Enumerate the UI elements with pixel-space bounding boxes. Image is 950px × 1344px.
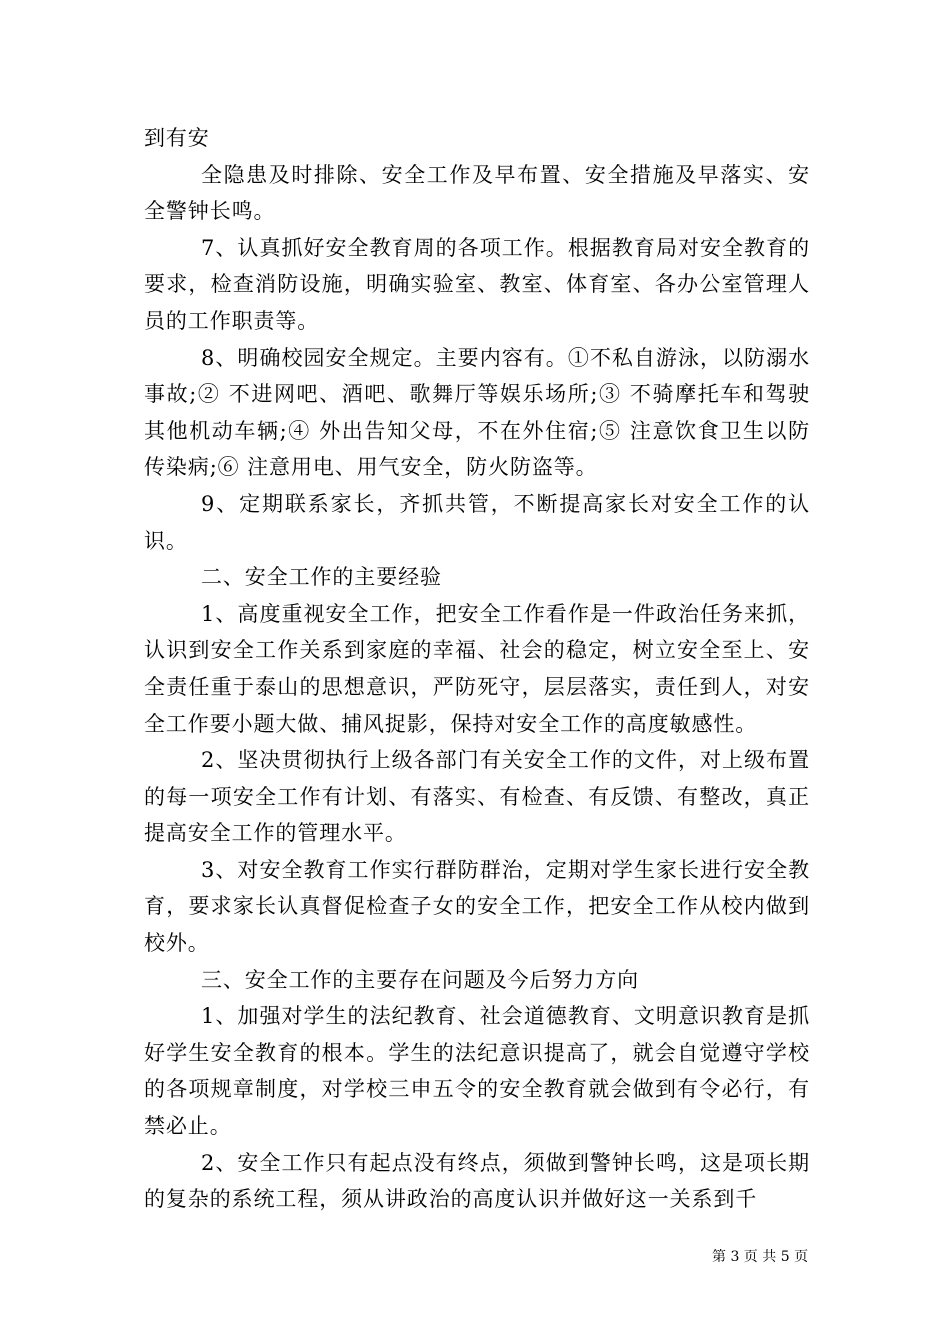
section-heading: 三、安全工作的主要存在问题及今后努力方向 <box>201 967 639 992</box>
paragraph: 8、明确校园安全规定。主要内容有。①不私自游泳，以防溺水事故;② 不进网吧、酒吧、歌舞厅等娱乐场所;③ 不骑摩托车和驾驶其他机动车辆;④ 外出告知父母，不在外住宿;⑤ 注意饮食卫生以防传染病;⑥ 注意用电、用气安全，防火防盗等。 <box>144 345 810 480</box>
section-heading: 二、安全工作的主要经验 <box>201 565 442 590</box>
paragraph: 1、高度重视安全工作，把安全工作看作是一件政治任务来抓，认识到安全工作关系到家庭的幸福、社会的稳定，树立安全至上、安全责任重于泰山的思想意识，严防死守，层层落实，责任到人，对安全工作要小题大做、捕风捉影，保持对安全工作的高度敏感性。 <box>144 601 810 736</box>
paragraph: 到有安 <box>144 126 210 150</box>
paragraph: 1、加强对学生的法纪教育、社会道德教育、文明意识教育是抓好学生安全教育的根本。学生的法纪意识提高了，就会自觉遵守学校的各项规章制度，对学校三申五令的安全教育就会做到有令必行，有禁必止。 <box>144 1004 810 1139</box>
document-body <box>144 120 810 1218</box>
paragraph: 9、定期联系家长，齐抓共管，不断提高家长对安全工作的认识。 <box>144 491 810 553</box>
paragraph: 3、对安全教育工作实行群防群治，定期对学生家长进行安全教育，要求家长认真督促检查子女的安全工作，把安全工作从校内做到校外。 <box>144 857 810 956</box>
paragraph: 2、坚决贯彻执行上级各部门有关安全工作的文件，对上级布置的每一项安全工作有计划、有落实、有检查、有反馈、有整改，真正提高安全工作的管理水平。 <box>144 748 810 846</box>
paragraph: 全隐患及时排除、安全工作及早布置、安全措施及早落实、安全警钟长鸣。 <box>144 162 810 224</box>
paragraph: 7、认真抓好安全教育周的各项工作。根据教育局对安全教育的要求，检查消防设施，明确实验室、教室、体育室、各办公室管理人员的工作职责等。 <box>144 235 810 333</box>
paragraph: 2、安全工作只有起点没有终点，须做到警钟长鸣，这是项长期的复杂的系统工程，须从讲政治的高度认识并做好这一关系到千 <box>144 1150 810 1212</box>
page-number-footer: 第 3 页 共 5 页 <box>712 1249 809 1265</box>
